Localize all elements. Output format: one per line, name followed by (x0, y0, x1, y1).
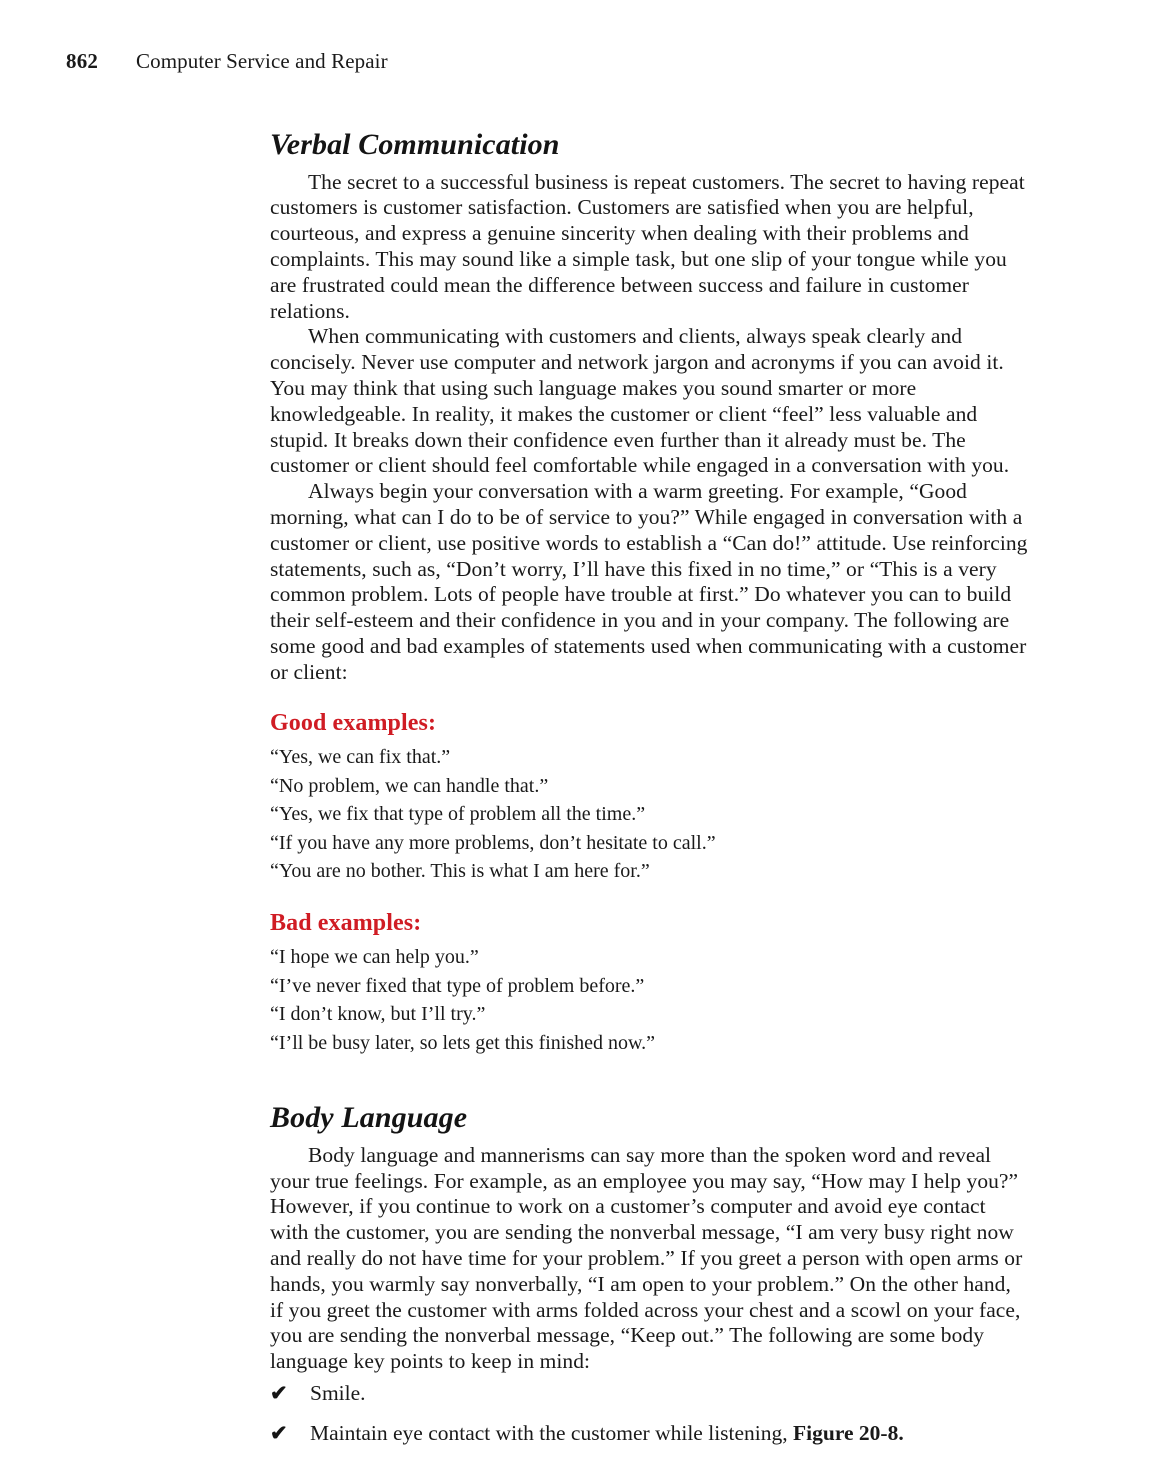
list-item (270, 1381, 1028, 1407)
page-number: 862 (66, 49, 99, 73)
list-item: “Yes, we can fix that.” (270, 746, 451, 769)
subheading-good-examples: Good examples: (270, 709, 437, 736)
list-item-text: Smile. (310, 1380, 366, 1405)
paragraph: When communicating with customers and clients, always speak clearly and concisely. Never use computer and network jargon and acronyms if you can avoid it. You may think that using such language makes you sound smarter or more knowledgeable. In reality, it makes the customer or client “feel” less valuable and stupid. It breaks down their confidence even further than it already must be. The customer or client should feel comfortable while engaged in a conversation with you. (270, 324, 1010, 478)
list-item-label (310, 1381, 1028, 1407)
list-item: “You are no bother. This is what I am here for.” (270, 860, 650, 883)
running-head (66, 50, 1090, 73)
list-item: “I don’t know, but I’ll try.” (270, 1003, 486, 1026)
paragraph: The secret to a successful business is repeat customers. The secret to having repeat customers is customer satisfaction. Customers are satisfied when you are helpful, courteous, and express a genuine sincerity when dealing with their problems and complaints. This may sound like a simple task, but one slip of your tongue while you are frustrated could mean the difference between success and failure in customer relations. (270, 169, 1025, 323)
list-item: “I hope we can help you.” (270, 946, 479, 969)
list-item: “I’ve never fixed that type of problem before.” (270, 974, 645, 997)
list-item-text: Maintain eye contact with the customer while listening, (310, 1420, 794, 1445)
subheading-bad-examples: Bad examples: (270, 909, 422, 936)
list-item-label (310, 1421, 1028, 1447)
list-item (270, 1421, 1028, 1447)
list-item: “Yes, we fix that type of problem all the time.” (270, 803, 646, 826)
body-language-key-points-list (270, 1381, 1028, 1447)
good-examples-list (270, 743, 1028, 886)
check-mark-icon: ✔ (270, 1420, 288, 1445)
list-item: “No problem, we can handle that.” (270, 774, 549, 797)
list-item: “I’ll be busy later, so lets get this finished now.” (270, 1031, 656, 1054)
section-heading-verbal-communication: Verbal Communication (270, 128, 560, 161)
paragraph: Always begin your conversation with a warm greeting. For example, “Good morning, what can I do to be of service to you?” While engaged in conversation with a customer or client, use positive words to establish a “Can do!” attitude. Use reinforcing statements, such as, “Don’t worry, I’ll have this fixed in no time,” or “This is a very common problem. Lots of people have trouble at first.” Do whatever you can to build their self-esteem and their confidence in you and in your company. The following are some good and bad examples of statements used when communicating with a customer or client: (270, 479, 1028, 684)
paragraph: Body language and mannerisms can say more than the spoken word and reveal your true feelings. For example, as an employee you may say, “How may I help you?” However, if you continue to work on a customer’s computer and avoid eye contact with the customer, you are sending the nonverbal message, “I am very busy right now and really do not have time for your problem.” If you greet a person with open arms or hands, you warmly say nonverbally, “I am open to your problem.” On the other hand, if you greet the customer with arms folded across your chest and a scowl on your face, you are sending the nonverbal message, “Keep out.” The following are some body language key points to keep in mind: (270, 1142, 1023, 1374)
text-column (270, 128, 1028, 1461)
check-mark-icon: ✔ (270, 1380, 288, 1405)
bad-examples-list (270, 943, 1028, 1057)
section-heading-body-language: Body Language (270, 1101, 468, 1135)
list-item-emphasis: Figure 20-8. (793, 1420, 904, 1445)
book-title: Computer Service and Repair (136, 49, 388, 73)
list-item: “If you have any more problems, don’t hesitate to call.” (270, 831, 716, 854)
